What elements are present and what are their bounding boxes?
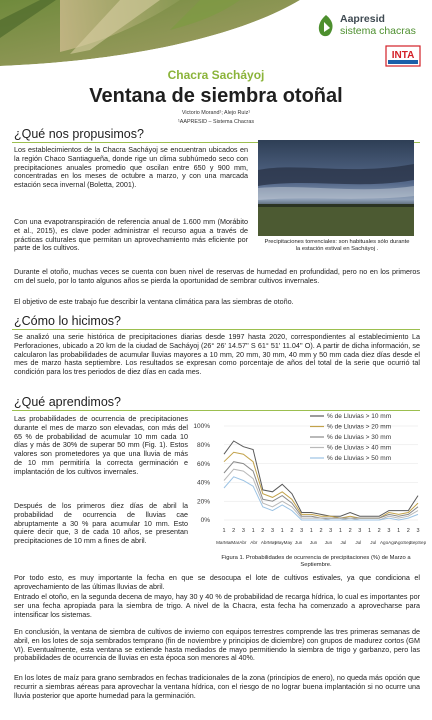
x-month-label: AgoSep xyxy=(394,540,412,545)
x-tick-label: 1 xyxy=(280,528,284,534)
x-month-label: Jul xyxy=(370,540,377,545)
svg-text:INTA: INTA xyxy=(391,50,415,61)
aapresid-logo-text: Aapresid xyxy=(340,13,385,25)
x-tick-label: 3 xyxy=(270,528,275,534)
legend-label: % de Lluvias > 10 mm xyxy=(327,413,392,421)
x-month-label: Jul xyxy=(340,540,347,545)
x-tick-label: 1 xyxy=(222,528,226,534)
x-tick-label: 2 xyxy=(319,528,323,534)
chart-caption: Figura 1. Probabilidades de ocurrencia de precipitaciones (%) de Marzo a Septiembre. xyxy=(221,555,411,568)
x-tick-label: 2 xyxy=(261,528,265,534)
x-tick-label: 3 xyxy=(387,528,391,534)
aapresid-logo xyxy=(316,12,428,42)
x-month-label: MarAbr xyxy=(231,540,247,545)
precipitation-probability-chart xyxy=(190,404,427,554)
x-tick-label: 3 xyxy=(358,528,362,534)
x-tick-label: 1 xyxy=(338,528,342,534)
x-month-label: AgoAgo xyxy=(379,540,397,545)
legend-label: % de Lluvias > 20 mm xyxy=(327,423,392,431)
x-tick-label: 3 xyxy=(416,528,420,534)
paragraph: Durante el otoño, muchas veces se cuenta con buen nivel de reservas de humedad en profundidad, pero no en los primeros cm del suelo, por lo tanto algunos años se pierda la oportunidad de sembrar cultivos invernales. xyxy=(14,267,420,285)
paragraph: Los establecimientos de la Chacra Sacháyoj se encuentran ubicados en la región Chaco Santiagueña, donde rige un clima subhúmedo seco con precipitaciones anuales promedio que oscilan entre 650 y 900 mm, concentradas en los meses de octubre a marzo, y con una marcada estación seca invernal (Boletta, 2001). xyxy=(14,145,248,190)
x-month-label: Jun xyxy=(294,540,303,545)
paragraph: Se analizó una serie histórica de precipitaciones diarias desde 1997 hasta 2020, correspondientes al establecimiento La Perforaciones, ubicado a 20 km de la ciudad de Sacháyoj (26° 26' 14.57'' S 61° 51' 11.04'' O). A partir de dicha información, se calcularon las probabilidades de acumular lluvias mayores a 10 mm, 20 mm, 30 mm, 40 mm y 50 mm cada diez días desde el mes de marzo hasta septiembre. Los resultados se expresan como porcentaje de años del total de la serie que ocurrió tal condición para los tres periodos de diez días en cada mes. xyxy=(14,332,420,377)
aapresid-logo-subtext: sistema chacras xyxy=(340,25,416,37)
y-tick-label: 60% xyxy=(196,460,210,468)
paragraph: Por todo esto, es muy importante la fecha en que se desocupa el lote de cultivos estivales, ya que condiciona el aprovechamiento de las últimas lluvias de abril. xyxy=(14,573,420,591)
series-line xyxy=(224,462,418,518)
x-month-label: MayMay xyxy=(275,540,293,545)
paragraph: Entrado el otoño, en la segunda decena de mayo, hay 30 y 40 % de probabilidad de recarga hídrica, lo cual es importantes por ser una fecha apropiada para la siembra de trigo. A nivel de la Chacra, esta fecha ha comenzado a aprovecharse para intensificar los sistemas. xyxy=(14,592,420,619)
section-title-aprendimos: ¿Qué aprendimos? xyxy=(14,395,122,409)
affiliation: ¹AAPRESID – Sistema Chacras xyxy=(177,119,255,125)
section-title-hicimos: ¿Cómo lo hicimos? xyxy=(14,314,121,328)
y-tick-label: 40% xyxy=(196,479,210,487)
x-month-label: Abr xyxy=(250,540,258,545)
x-tick-label: 3 xyxy=(329,528,333,534)
y-tick-label: 0% xyxy=(200,517,210,525)
inta-logo xyxy=(386,46,420,66)
legend-label: % de Lluvias > 40 mm xyxy=(327,444,392,452)
chacra-name: Chacra Sacháyoj xyxy=(167,68,265,82)
y-tick-label: 100% xyxy=(193,423,210,431)
x-tick-label: 2 xyxy=(290,528,294,534)
authors: Victorio Morand¹; Alejo Ruiz¹ xyxy=(181,110,251,116)
paragraph: Después de los primeros diez días de abril la probabilidad de ocurrencia de lluvias cae abruptamente a 30 % para acumular 10 mm. Esto quiere decir que, 3 de cada 10 años, se presentan precipitaciones de 10 mm a fines de abril. xyxy=(14,501,188,546)
paragraph: Con una evapotranspiración de referencia anual de 1.600 mm (Morábito et al., 2015), es clave poder administrar el recurso agua a través de prácticas culturales que permitan un aprovechamiento más eficiente por parte de los cultivos. xyxy=(14,217,248,253)
x-tick-label: 1 xyxy=(251,528,255,534)
x-tick-label: 1 xyxy=(309,528,313,534)
paragraph: En los lotes de maíz para grano sembrados en fechas tradicionales de la zona (principios de enero), no queda más opción que recurrir a siembras aéreas para aprovechar la ventana hídrica, con el riesgo de no lograr buena implantación si no ocurre una lluvia posterior que aporte humedad para la germinación. xyxy=(14,673,420,700)
y-tick-label: 80% xyxy=(196,442,210,449)
photo-caption: Precipitaciones torrenciales: son habituales sólo durante la estación estival en Sacháyoj . xyxy=(264,239,410,252)
section-divider xyxy=(12,329,420,330)
section-title-propusimos: ¿Qué nos propusimos? xyxy=(14,127,144,141)
x-tick-label: 1 xyxy=(397,528,401,534)
x-tick-label: 3 xyxy=(241,528,245,534)
x-month-label: MarMar xyxy=(216,540,232,545)
paragraph: El objetivo de este trabajo fue describir la ventana climática para las siembras de otoño. xyxy=(14,297,294,306)
x-month-label: AbrMay xyxy=(260,540,277,545)
y-tick-label: 20% xyxy=(196,498,210,506)
x-tick-label: 2 xyxy=(348,528,352,534)
x-tick-label: 2 xyxy=(377,528,381,534)
storm-clouds-photo xyxy=(258,140,414,236)
paragraph: Las probabilidades de ocurrencia de precipitaciones durante el mes de marzo son elevadas, con más del 65 % de probabilidad de acumular 10 mm cada 10 días y más de 30% de superar 50 mm (Fig. 1). Estos valores son prometedores ya que una lluvia de más de 10 mm permitiría la correcta germinación e implantación de los cultivos invernales. xyxy=(14,414,188,476)
x-month-label: Jul xyxy=(355,540,362,545)
x-tick-label: 2 xyxy=(406,528,410,534)
page-title: Ventana de siembra otoñal xyxy=(89,85,343,107)
x-tick-label: 3 xyxy=(300,528,304,534)
x-tick-label: 2 xyxy=(232,528,236,534)
x-month-label: SepSep xyxy=(409,540,427,545)
x-month-label: Jun xyxy=(324,540,333,545)
legend-label: % de Lluvias > 50 mm xyxy=(327,455,392,463)
paragraph: En conclusión, la ventana de siembra de cultivos de invierno con equipos terrestres comprende las tres primeras semanas de abril, en los lotes de soja sembrados temprano (fin de noviembre y principios de diciembre) con grupos de madurez cortos (GM VI). Eventualmente, esta ventana se extiende hasta mediados de mayo permitiendo la siembra de trigo y garbanzo, pero las probabilidades de ocurrencia de lluvias en esta época son menores al 40%. xyxy=(14,627,420,663)
series-line xyxy=(224,477,418,520)
header-banner xyxy=(0,0,432,72)
legend-label: % de Lluvias > 30 mm xyxy=(327,434,392,442)
aapresid-leaf-icon xyxy=(316,14,336,38)
x-tick-label: 1 xyxy=(367,528,372,534)
x-month-label: Jun xyxy=(309,540,318,545)
